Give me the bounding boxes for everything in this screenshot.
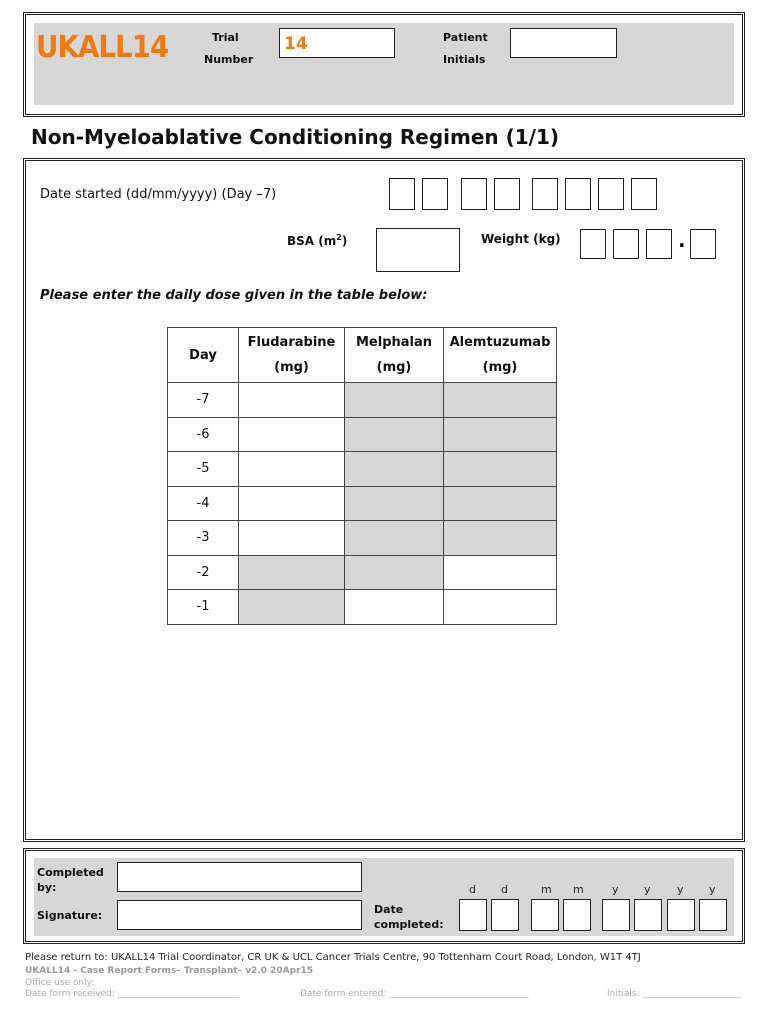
trial-label-2: Number [204,53,254,66]
completed-by-field[interactable] [117,862,362,892]
initials-line: Initials: ______________________ [607,989,742,999]
date-started-label: Date started (dd/mm/yyyy) (Day –7) [40,187,277,202]
date-completed-d1[interactable] [459,899,487,931]
signature-label: Signature: [37,909,103,922]
date-started-d2[interactable] [422,178,448,210]
weight-digit-3[interactable] [646,229,672,259]
weight-decimal-point: . [678,228,686,252]
header-melphalan-name: Melphalan [355,335,433,350]
header-melphalan-unit: (mg) [376,360,412,375]
patient-label-2: Initials [443,53,486,66]
form-version: UKALL14 - Case Report Forms– Transplant– v2.0 20Apr15 [25,966,314,976]
date-started-m1[interactable] [461,178,487,210]
header-day-name: Day [189,347,217,363]
fludarabine-dose-cell[interactable] [239,486,345,521]
header-day [168,328,239,383]
melphalan-dose-cell [345,486,444,521]
table-row [168,521,557,556]
date-started-y1[interactable] [532,178,558,210]
header-alemtuzumab [444,328,557,383]
date-completed-y1[interactable] [602,899,630,931]
table-row [168,590,557,625]
header-melphalan [345,328,444,383]
fludarabine-dose-cell[interactable] [239,452,345,487]
alemtuzumab-dose-cell [444,417,557,452]
instruction-text: Please enter the daily dose given in the table below: [40,288,428,303]
bsa-label [287,233,347,248]
date-entered-line: Date form entered: _______________________________ [300,989,529,999]
day-cell: -5 [168,452,239,487]
header-alemtuzumab-unit: (mg) [482,360,518,375]
bsa-label-text: BSA (m [287,234,337,248]
ukall14-logo: UKALL14 [36,30,169,65]
trial-number-prefix: 14 [284,34,308,54]
fludarabine-dose-cell [239,555,345,590]
day-cell: -6 [168,417,239,452]
melphalan-dose-cell [345,417,444,452]
date-completed-d2[interactable] [491,899,519,931]
dose-table-header [168,328,557,383]
date-started-d1[interactable] [389,178,415,210]
table-row [168,383,557,418]
fludarabine-dose-cell[interactable] [239,417,345,452]
fludarabine-dose-cell [239,590,345,625]
table-row [168,417,557,452]
weight-digit-2[interactable] [613,229,639,259]
weight-decimal-digit[interactable] [690,229,716,259]
fludarabine-dose-cell[interactable] [239,383,345,418]
table-row [168,452,557,487]
bsa-label-sup: 2 [336,233,342,242]
bsa-label-close: ) [341,234,348,248]
date-started-y4[interactable] [631,178,657,210]
date-letter-2: m [541,883,552,896]
header-fludarabine-unit: (mg) [274,360,309,375]
melphalan-dose-cell [345,452,444,487]
date-letter-4: y [612,883,619,896]
alemtuzumab-dose-cell[interactable] [444,590,557,625]
melphalan-dose-cell [345,383,444,418]
date-letter-5: y [644,883,651,896]
alemtuzumab-dose-cell [444,521,557,556]
day-cell: -2 [168,555,239,590]
completed-by-label: Completed by: [37,866,104,894]
date-completed-m1[interactable] [531,899,559,931]
weight-label: Weight (kg) [481,232,561,246]
dose-table-body [168,383,557,625]
melphalan-dose-cell [345,521,444,556]
signature-field[interactable] [117,900,362,930]
form-title-wrap [31,125,559,149]
date-completed-y3[interactable] [667,899,695,931]
melphalan-dose-cell[interactable] [345,590,444,625]
date-received-line: Date form received: ___________________________ [25,989,240,999]
table-row [168,486,557,521]
date-completed-label: Date completed: [374,903,444,931]
day-cell: -4 [168,486,239,521]
date-started-y3[interactable] [598,178,624,210]
header-fludarabine-name: Fludarabine [247,335,336,350]
header-fludarabine [239,328,345,383]
day-cell: -7 [168,383,239,418]
day-cell: -1 [168,590,239,625]
form-title: Non-Myeloablative Conditioning Regimen (1/1) [31,125,560,149]
table-row [168,555,557,590]
melphalan-dose-cell [345,555,444,590]
date-letter-3: m [573,883,584,896]
alemtuzumab-dose-cell[interactable] [444,555,557,590]
alemtuzumab-dose-cell [444,486,557,521]
date-letter-6: y [677,883,684,896]
date-started-m2[interactable] [494,178,520,210]
date-letter-7: y [709,883,716,896]
patient-initials-field[interactable] [510,28,617,58]
return-address: Please return to: UKALL14 Trial Coordinator, CR UK & UCL Cancer Trials Centre, 90 Tottenham Court Road, London, W1T 4TJ [25,952,641,963]
alemtuzumab-dose-cell [444,383,557,418]
fludarabine-dose-cell[interactable] [239,521,345,556]
office-use-label: Office use only: [25,978,95,988]
date-letter-0: d [469,883,476,896]
weight-digit-1[interactable] [580,229,606,259]
date-completed-y4[interactable] [699,899,727,931]
day-cell: -3 [168,521,239,556]
patient-label-1: Patient [443,31,488,44]
date-started-y2[interactable] [565,178,591,210]
date-letter-1: d [501,883,508,896]
date-completed-y2[interactable] [634,899,662,931]
header-alemtuzumab-name: Alemtuzumab [449,335,551,350]
trial-number-field[interactable] [279,28,395,58]
alemtuzumab-dose-cell [444,452,557,487]
dose-table [167,327,557,625]
trial-label-1: Trial [212,31,239,44]
bsa-field[interactable] [376,228,460,272]
date-completed-m2[interactable] [563,899,591,931]
